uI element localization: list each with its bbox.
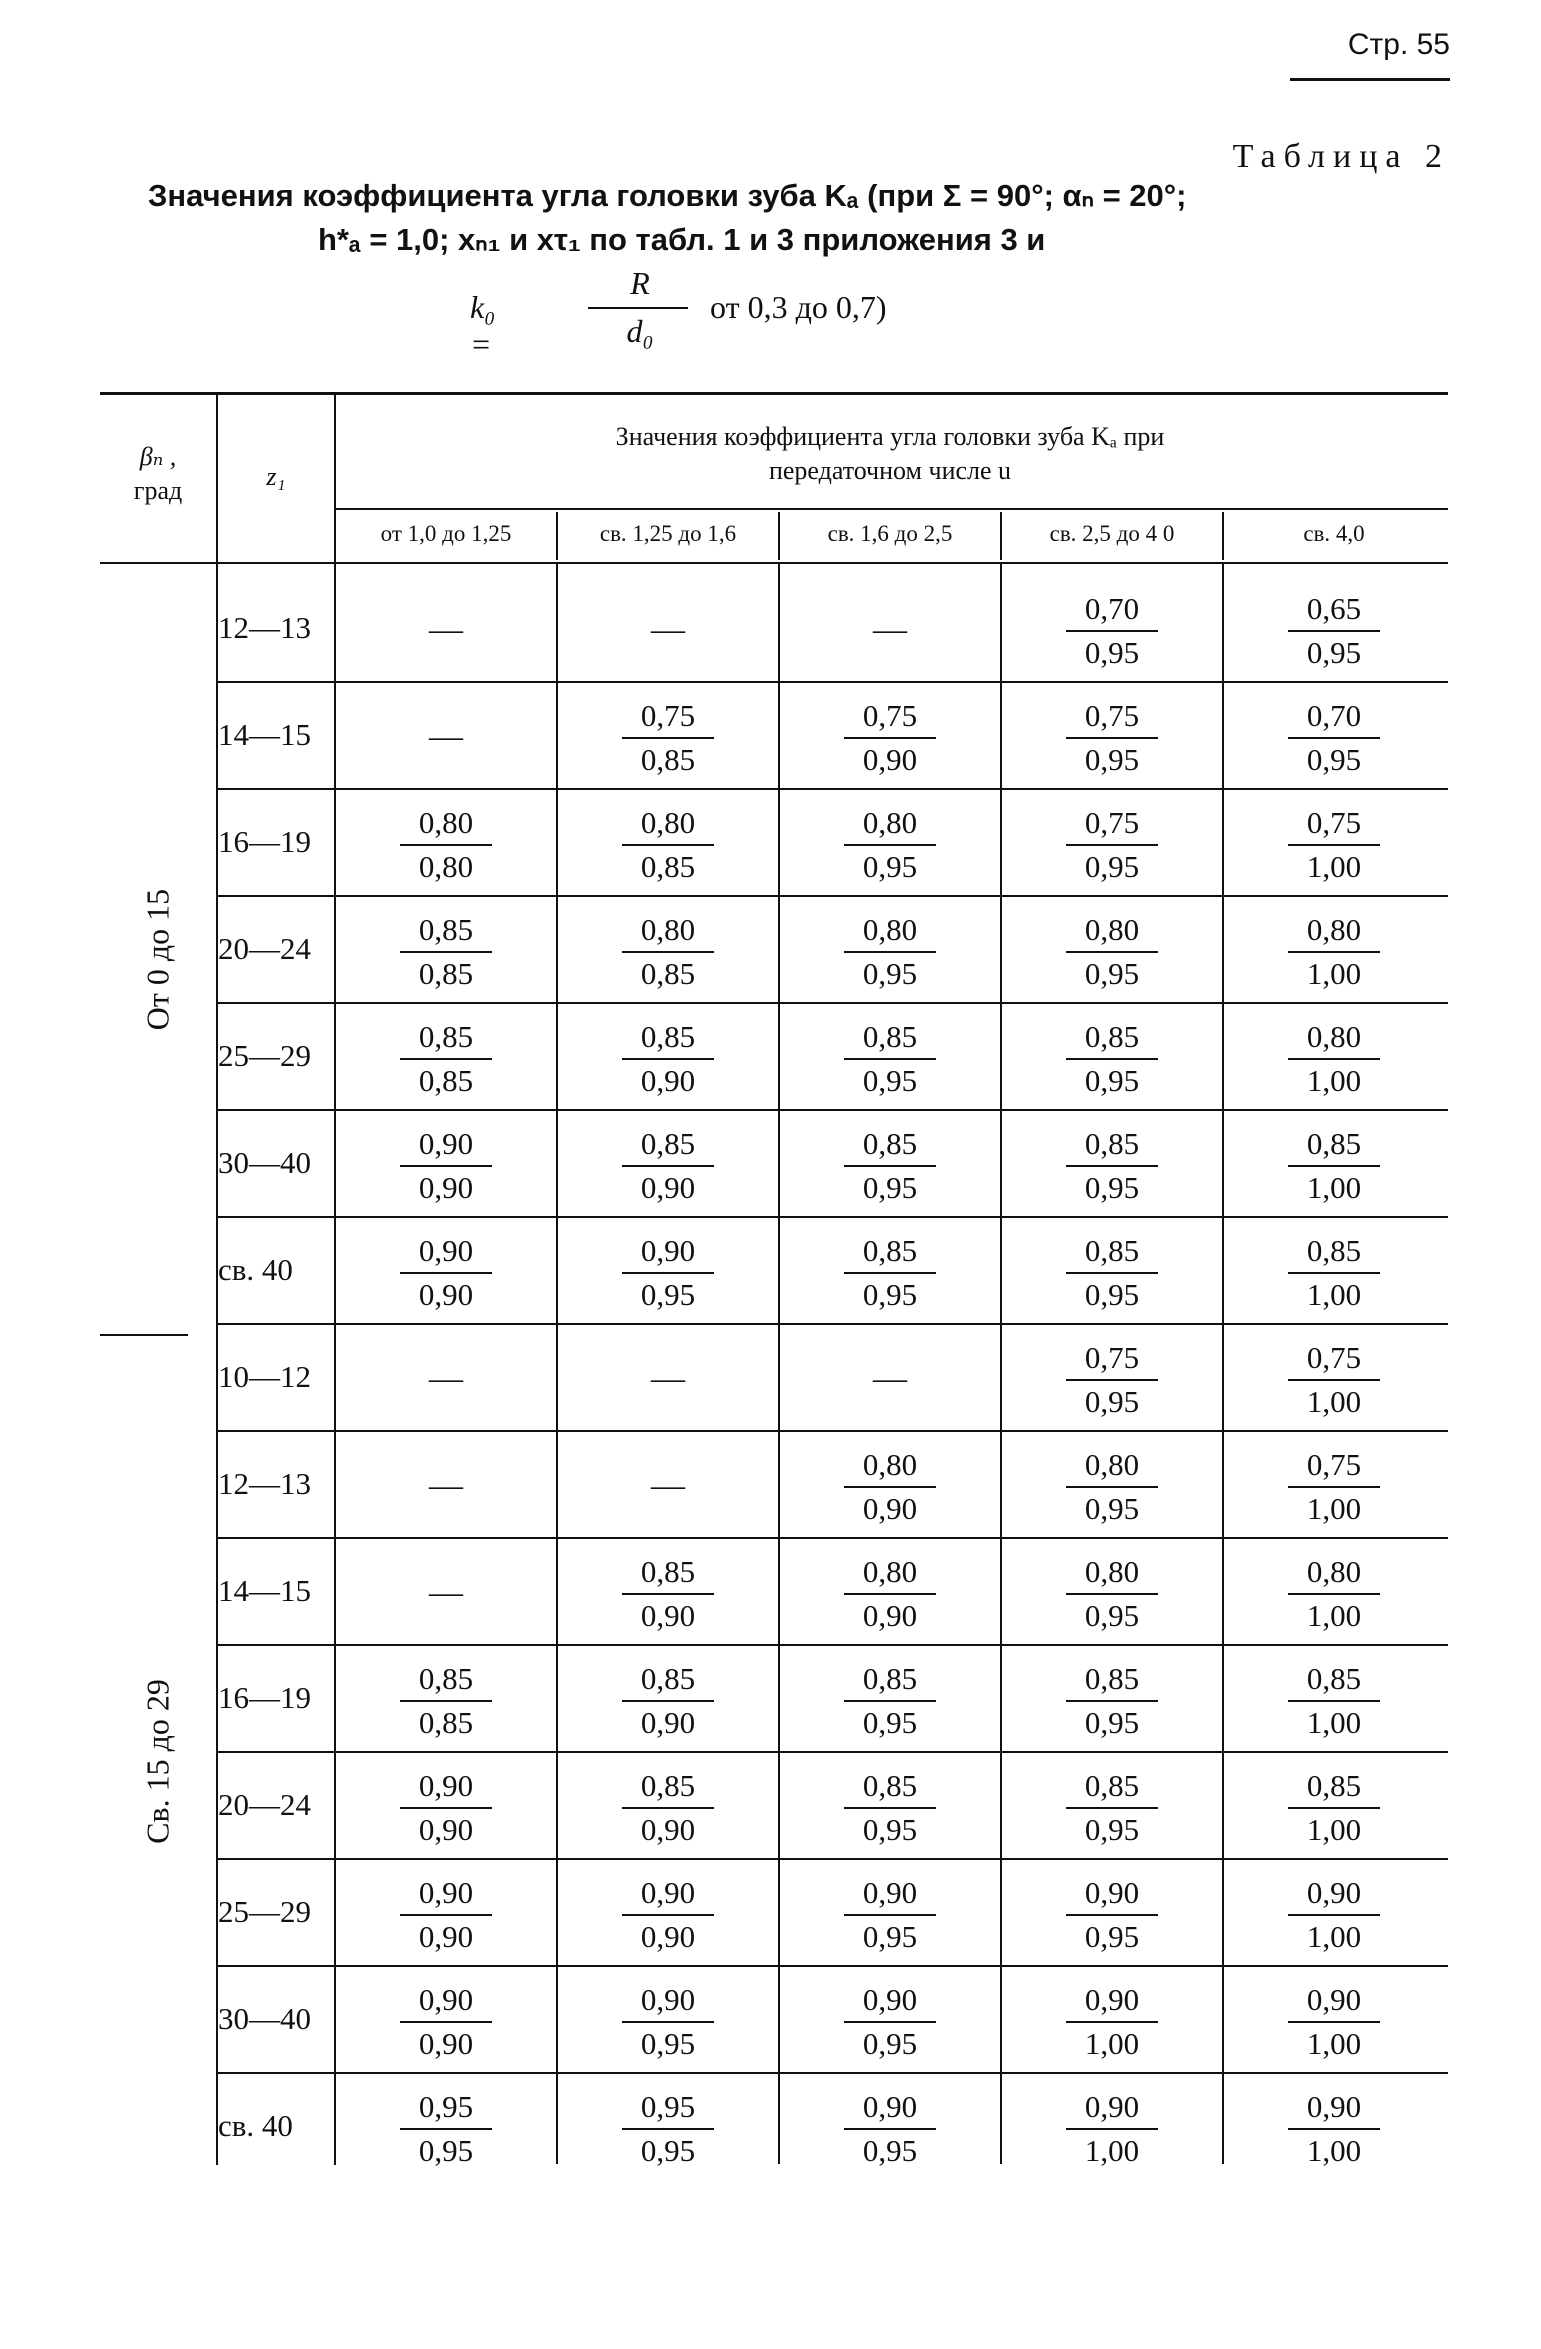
ka-fraction-cell (1052, 1872, 1172, 1958)
ka-fraction-cell (830, 1658, 950, 1744)
ka-fraction-cell (830, 1444, 950, 1530)
ka-fraction-cell (1274, 802, 1394, 888)
ka-denominator: 0,95 (1306, 742, 1362, 777)
ka-numerator: 0,90 (1306, 2089, 1362, 2124)
z-range: 20—24 (218, 1787, 311, 1822)
ka-numerator: 0,90 (640, 1982, 696, 2017)
ka-numerator: 0,85 (640, 1661, 696, 1696)
ka-fraction-cell (830, 695, 950, 781)
ka-numerator: 0,80 (418, 805, 474, 840)
ka-fraction-cell (1052, 1765, 1172, 1851)
ka-fraction-cell (1274, 1551, 1394, 1637)
body-column-rule (556, 564, 558, 2164)
ka-numerator: 0,75 (640, 698, 696, 733)
ka-numerator: 0,80 (640, 805, 696, 840)
group-header-line-1: Значения коэффициента угла головки зуба Kₐ при (615, 422, 1165, 451)
body-column-rule (1222, 564, 1224, 2164)
row-rule (218, 1109, 1448, 1111)
z-range: 20—24 (218, 931, 311, 966)
ka-numerator: 0,85 (640, 1019, 696, 1054)
ka-denominator: 0,90 (640, 1598, 696, 1633)
ka-numerator: 0,85 (1084, 1233, 1140, 1268)
row-rule (218, 2072, 1448, 2074)
ka-numerator: 0,90 (418, 1233, 474, 1268)
ka-numerator: 0,90 (418, 1768, 474, 1803)
ka-fraction-cell (386, 1872, 506, 1958)
ka-denominator: 1,00 (1306, 1812, 1362, 1847)
ka-numerator: 0,90 (1306, 1982, 1362, 2017)
ka-numerator: 0,90 (1306, 1875, 1362, 1910)
ka-denominator: 0,85 (640, 956, 696, 991)
empty-cell-dash: — (651, 1360, 685, 1397)
ka-numerator: 0,65 (1306, 591, 1362, 626)
ka-numerator: 0,80 (640, 912, 696, 947)
row-rule (218, 1323, 1448, 1325)
ka-fraction-cell (830, 909, 950, 995)
row-rule (218, 681, 1448, 683)
z-range: 30—40 (218, 1145, 311, 1180)
beta-header (100, 440, 216, 508)
ka-denominator: 0,90 (640, 1063, 696, 1098)
ka-numerator: 0,75 (1084, 1340, 1140, 1375)
ka-numerator: 0,95 (640, 2089, 696, 2124)
table-top-rule (100, 392, 1448, 395)
ka-denominator: 0,95 (1084, 1170, 1140, 1205)
ka-denominator: 0,95 (862, 849, 918, 884)
ka-denominator: 0,95 (418, 2133, 474, 2168)
ka-numerator: 0,80 (862, 805, 918, 840)
ka-denominator: 0,95 (1084, 1277, 1140, 1312)
ka-numerator: 0,90 (1084, 1875, 1140, 1910)
range-col-5: св. 4,0 (1303, 521, 1365, 546)
ka-denominator: 0,90 (640, 1705, 696, 1740)
ka-denominator: 0,80 (418, 849, 474, 884)
ka-denominator: 0,90 (418, 1170, 474, 1205)
ka-numerator: 0,90 (640, 1875, 696, 1910)
ka-fraction-cell (1052, 588, 1172, 674)
ka-fraction-cell (1052, 802, 1172, 888)
ka-fraction-cell (1052, 1658, 1172, 1744)
ka-fraction-cell (830, 2086, 950, 2172)
ka-denominator: 1,00 (1306, 1598, 1362, 1633)
ka-numerator: 0,80 (1084, 1447, 1140, 1482)
range-divider (778, 512, 780, 560)
row-rule (218, 1965, 1448, 1967)
ka-denominator: 1,00 (1306, 956, 1362, 991)
ka-fraction-cell (1052, 1444, 1172, 1530)
ka-numerator: 0,85 (1084, 1019, 1140, 1054)
ka-denominator: 0,90 (418, 1919, 474, 1954)
ka-fraction-cell (1052, 1551, 1172, 1637)
ka-denominator: 0,95 (862, 1063, 918, 1098)
ka-fraction-cell (1052, 909, 1172, 995)
z-header: z₁ (266, 462, 286, 491)
body-column-rule (1000, 564, 1002, 2164)
ka-fraction-cell (608, 909, 728, 995)
ka-denominator: 0,90 (418, 1277, 474, 1312)
row-rule (218, 1002, 1448, 1004)
z-range: св. 40 (218, 2108, 293, 2143)
ka-numerator: 0,90 (1084, 2089, 1140, 2124)
ka-numerator: 0,85 (640, 1554, 696, 1589)
ka-denominator: 0,95 (1084, 1919, 1140, 1954)
ka-numerator: 0,85 (862, 1768, 918, 1803)
ka-numerator: 0,85 (1084, 1768, 1140, 1803)
ka-fraction-cell (386, 1979, 506, 2065)
ka-fraction-cell (386, 802, 506, 888)
z-range: 12—13 (218, 1466, 311, 1501)
ka-fraction-cell (1274, 1872, 1394, 1958)
z-range: 25—29 (218, 1894, 311, 1929)
ka-numerator: 0,85 (1306, 1126, 1362, 1161)
ka-denominator: 1,00 (1084, 2026, 1140, 2061)
ka-numerator: 0,85 (640, 1126, 696, 1161)
ka-fraction-cell (608, 1979, 728, 2065)
ka-denominator: 1,00 (1306, 1277, 1362, 1312)
ka-denominator: 0,90 (418, 1812, 474, 1847)
range-divider (1222, 512, 1224, 560)
ka-denominator: 1,00 (1306, 1170, 1362, 1205)
ka-denominator: 0,90 (862, 1491, 918, 1526)
ka-numerator: 0,85 (862, 1126, 918, 1161)
ka-fraction-cell (1274, 2086, 1394, 2172)
empty-cell-dash: — (873, 1360, 907, 1397)
formula-range: от 0,3 до 0,7) (710, 289, 887, 325)
ka-fraction-cell (1274, 1016, 1394, 1102)
ka-fraction-cell (386, 1016, 506, 1102)
ka-numerator: 0,85 (640, 1768, 696, 1803)
ka-numerator: 0,80 (1306, 1554, 1362, 1589)
formula-bar (588, 307, 688, 309)
group-header-line-2: передаточном числе u (768, 456, 1012, 485)
ka-denominator: 0,95 (640, 1277, 696, 1312)
ka-numerator: 0,75 (862, 698, 918, 733)
z-range: 12—13 (218, 610, 311, 645)
ka-numerator: 0,70 (1084, 591, 1140, 626)
ka-fraction-cell (608, 1872, 728, 1958)
ka-numerator: 0,80 (862, 1447, 918, 1482)
ka-denominator: 0,95 (862, 1170, 918, 1205)
ka-fraction-cell (1274, 909, 1394, 995)
ka-numerator: 0,95 (418, 2089, 474, 2124)
formula-lhs: k₀ = (470, 289, 496, 362)
ka-numerator: 0,85 (1306, 1768, 1362, 1803)
ka-fraction-cell (1274, 1765, 1394, 1851)
empty-cell-dash: — (429, 1467, 463, 1504)
caption-line-2: h*ₐ = 1,0; xₙ₁ и xτ₁ по табл. 1 и 3 приложения 3 и (318, 222, 1046, 257)
ka-fraction-cell (830, 1979, 950, 2065)
beta-group-label: От 0 до 15 (139, 888, 176, 1030)
ka-numerator: 0,90 (418, 1875, 474, 1910)
ka-numerator: 0,85 (862, 1019, 918, 1054)
ka-numerator: 0,90 (862, 1982, 918, 2017)
ka-numerator: 0,85 (1306, 1233, 1362, 1268)
ka-denominator: 1,00 (1306, 1491, 1362, 1526)
group-header (340, 420, 1440, 488)
ka-numerator: 0,85 (418, 1019, 474, 1054)
ka-denominator: 0,85 (418, 1063, 474, 1098)
ka-denominator: 0,95 (862, 1919, 918, 1954)
ka-fraction-cell (830, 1016, 950, 1102)
header-bottom-rule (100, 562, 1448, 564)
ka-denominator: 0,95 (1306, 635, 1362, 670)
ka-numerator: 0,90 (862, 2089, 918, 2124)
ka-numerator: 0,80 (1306, 1019, 1362, 1054)
ka-fraction-cell (1274, 695, 1394, 781)
ka-denominator: 1,00 (1306, 1705, 1362, 1740)
empty-cell-dash: — (429, 1360, 463, 1397)
empty-cell-dash: — (429, 1574, 463, 1611)
range-col-3: св. 1,6 до 2,5 (827, 521, 953, 546)
ka-fraction-cell (386, 2086, 506, 2172)
ka-fraction-cell (386, 1230, 506, 1316)
ka-numerator: 0,80 (1306, 912, 1362, 947)
row-rule (218, 1644, 1448, 1646)
empty-cell-dash: — (651, 1467, 685, 1504)
ka-numerator: 0,75 (1084, 805, 1140, 840)
ka-numerator: 0,90 (418, 1126, 474, 1161)
page-number: Стр. 55 (1347, 28, 1450, 61)
row-rule (218, 1430, 1448, 1432)
empty-cell-dash: — (429, 611, 463, 648)
z-range: 16—19 (218, 1680, 311, 1715)
ka-numerator: 0,85 (1084, 1126, 1140, 1161)
ka-fraction-cell (1274, 1230, 1394, 1316)
ka-denominator: 1,00 (1306, 2133, 1362, 2168)
ka-fraction-cell (1052, 1337, 1172, 1423)
ka-numerator: 0,75 (1306, 1447, 1362, 1482)
ka-fraction-cell (608, 1765, 728, 1851)
ka-denominator: 0,85 (418, 956, 474, 991)
ka-denominator: 0,90 (640, 1919, 696, 1954)
ka-denominator: 0,95 (640, 2133, 696, 2168)
ka-fraction-cell (830, 1230, 950, 1316)
range-col-2: св. 1,25 до 1,6 (599, 521, 737, 546)
ka-fraction-cell (1274, 588, 1394, 674)
ka-fraction-cell (608, 1658, 728, 1744)
ka-numerator: 0,85 (862, 1661, 918, 1696)
row-rule (218, 788, 1448, 790)
ka-denominator: 1,00 (1306, 849, 1362, 884)
ka-numerator: 0,85 (418, 912, 474, 947)
ka-denominator: 0,95 (1084, 1491, 1140, 1526)
ka-denominator: 0,85 (640, 849, 696, 884)
header-divider-rule (335, 508, 1448, 510)
ka-numerator: 0,85 (862, 1233, 918, 1268)
ka-fraction-cell (608, 1551, 728, 1637)
ka-fraction-cell (386, 909, 506, 995)
ka-denominator: 0,95 (1084, 1705, 1140, 1740)
ka-numerator: 0,80 (862, 912, 918, 947)
ka-denominator: 0,95 (1084, 635, 1140, 670)
ka-denominator: 0,95 (640, 2026, 696, 2061)
group-separator-rule (100, 1334, 188, 1336)
ka-numerator: 0,75 (1306, 805, 1362, 840)
ka-numerator: 0,80 (1084, 912, 1140, 947)
beta-unit: град (133, 476, 183, 505)
ka-numerator: 0,90 (1084, 1982, 1140, 2017)
ka-fraction-cell (1052, 1016, 1172, 1102)
z-range: 30—40 (218, 2001, 311, 2036)
ka-numerator: 0,70 (1306, 698, 1362, 733)
ka-denominator: 0,95 (1084, 742, 1140, 777)
body-column-rule (778, 564, 780, 2164)
ka-fraction-cell (1274, 1979, 1394, 2065)
z-range: 14—15 (218, 1573, 311, 1608)
caption-line-1: Значения коэффициента угла головки зуба Kₐ (при Σ = 90°; αₙ = 20°; (148, 178, 1187, 213)
ka-denominator: 1,00 (1084, 2133, 1140, 2168)
ka-fraction-cell (608, 802, 728, 888)
row-rule (218, 895, 1448, 897)
ka-numerator: 0,80 (862, 1554, 918, 1589)
ka-denominator: 0,85 (418, 1705, 474, 1740)
ka-denominator: 0,95 (1084, 849, 1140, 884)
range-divider (1000, 512, 1002, 560)
ka-fraction-cell (386, 1765, 506, 1851)
ka-denominator: 0,90 (862, 1598, 918, 1633)
ka-denominator: 0,95 (862, 2133, 918, 2168)
ka-numerator: 0,90 (862, 1875, 918, 1910)
ka-fraction-cell (1052, 1979, 1172, 2065)
ka-denominator: 1,00 (1306, 1384, 1362, 1419)
row-rule (218, 1216, 1448, 1218)
ka-denominator: 0,95 (1084, 1384, 1140, 1419)
ka-numerator: 0,75 (1306, 1340, 1362, 1375)
table-label: Таблица 2 (1232, 138, 1450, 175)
ka-fraction-cell (830, 1765, 950, 1851)
ka-denominator: 1,00 (1306, 2026, 1362, 2061)
row-rule (218, 1858, 1448, 1860)
formula-denominator: d₀ (626, 313, 654, 349)
ka-fraction-cell (386, 1658, 506, 1744)
row-rule (218, 1537, 1448, 1539)
ka-denominator: 1,00 (1306, 1919, 1362, 1954)
range-divider (556, 512, 558, 560)
ka-denominator: 0,90 (640, 1812, 696, 1847)
ka-denominator: 0,95 (1084, 1598, 1140, 1633)
ka-fraction-cell (1274, 1337, 1394, 1423)
ka-fraction-cell (830, 1551, 950, 1637)
ka-numerator: 0,75 (1084, 698, 1140, 733)
range-col-4: св. 2,5 до 4 0 (1049, 521, 1175, 546)
beta-symbol: βₙ , (139, 442, 177, 471)
formula-numerator: R (630, 265, 650, 301)
ka-fraction-cell (830, 1123, 950, 1209)
empty-cell-dash: — (429, 718, 463, 755)
ka-fraction-cell (1052, 1230, 1172, 1316)
row-rule (218, 1751, 1448, 1753)
beta-group-label: Св. 15 до 29 (139, 1679, 176, 1844)
ka-numerator: 0,90 (640, 1233, 696, 1268)
z-range: 25—29 (218, 1038, 311, 1073)
ka-fraction-cell (1052, 695, 1172, 781)
empty-cell-dash: — (651, 611, 685, 648)
ka-denominator: 0,85 (640, 742, 696, 777)
ka-denominator: 0,95 (1084, 956, 1140, 991)
ka-denominator: 0,90 (418, 2026, 474, 2061)
ka-fraction-cell (608, 1016, 728, 1102)
ka-denominator: 0,95 (862, 1705, 918, 1740)
ka-denominator: 0,90 (862, 742, 918, 777)
ka-fraction-cell (1274, 1123, 1394, 1209)
ka-denominator: 0,95 (1084, 1063, 1140, 1098)
ka-numerator: 0,85 (1084, 1661, 1140, 1696)
ka-denominator: 1,00 (1306, 1063, 1362, 1098)
page-number-rule (1290, 78, 1450, 81)
z-range: 16—19 (218, 824, 311, 859)
ka-fraction-cell (608, 1230, 728, 1316)
ka-numerator: 0,85 (1306, 1661, 1362, 1696)
ka-fraction-cell (1052, 1123, 1172, 1209)
ka-denominator: 0,90 (640, 1170, 696, 1205)
ka-fraction-cell (1052, 2086, 1172, 2172)
empty-cell-dash: — (873, 611, 907, 648)
z-range: св. 40 (218, 1252, 293, 1287)
ka-fraction-cell (608, 1123, 728, 1209)
ka-denominator: 0,95 (862, 1277, 918, 1312)
ka-fraction-cell (1274, 1658, 1394, 1744)
ka-denominator: 0,95 (862, 2026, 918, 2061)
z-range: 10—12 (218, 1359, 311, 1394)
ka-fraction-cell (608, 695, 728, 781)
ka-fraction-cell (830, 802, 950, 888)
ka-denominator: 0,95 (862, 956, 918, 991)
ka-numerator: 0,90 (418, 1982, 474, 2017)
ka-numerator: 0,80 (1084, 1554, 1140, 1589)
ka-denominator: 0,95 (1084, 1812, 1140, 1847)
ka-numerator: 0,85 (418, 1661, 474, 1696)
ka-fraction-cell (386, 1123, 506, 1209)
range-col-1: от 1,0 до 1,25 (380, 521, 512, 546)
ka-fraction-cell (608, 2086, 728, 2172)
ka-fraction-cell (830, 1872, 950, 1958)
ka-denominator: 0,95 (862, 1812, 918, 1847)
ka-fraction-cell (1274, 1444, 1394, 1530)
z-range: 14—15 (218, 717, 311, 752)
